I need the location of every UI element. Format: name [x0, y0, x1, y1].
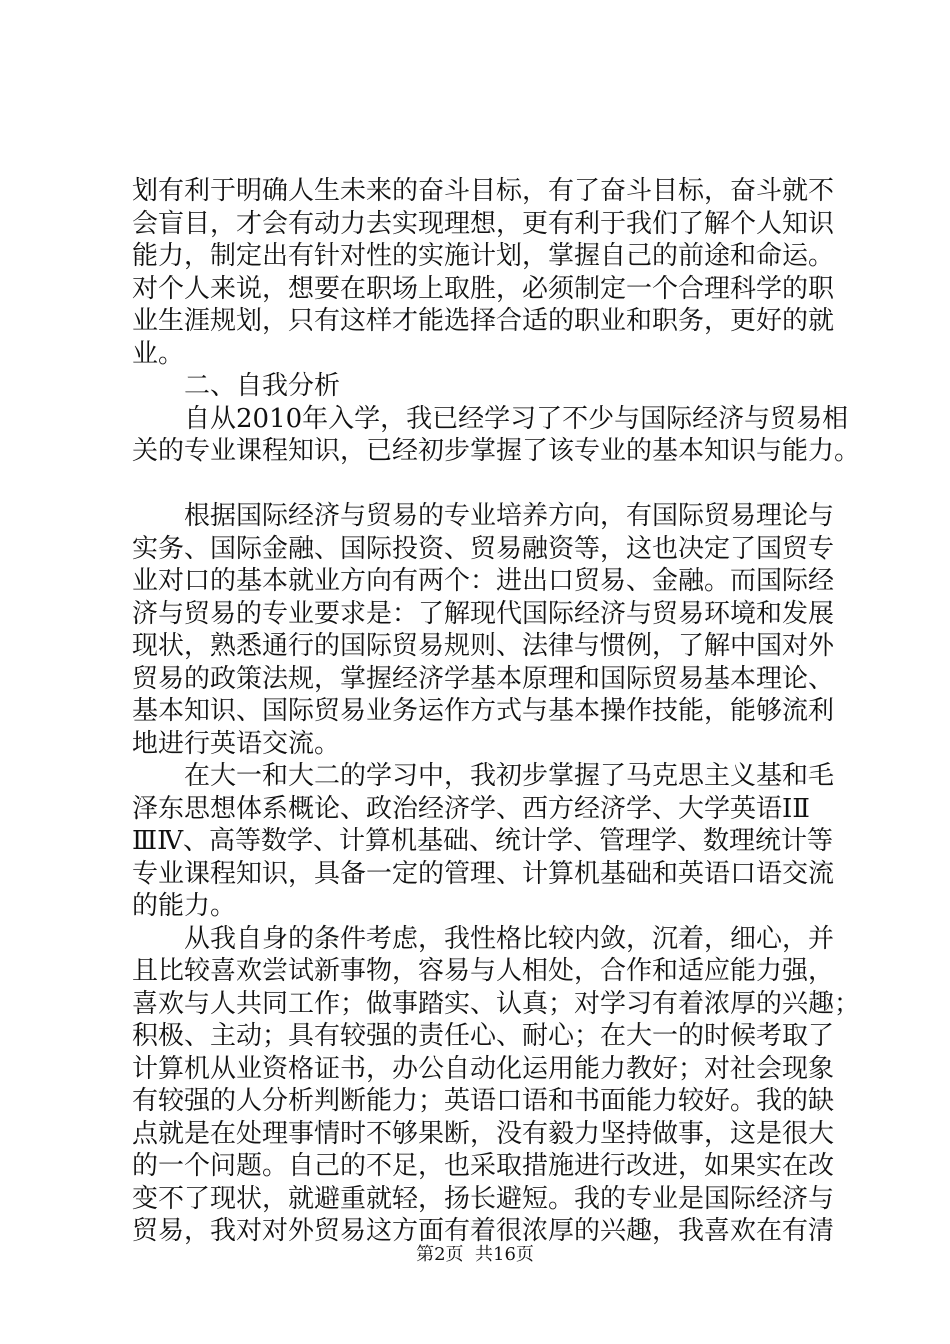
- text-line: 且比较喜欢尝试新事物，容易与人相处，合作和适应能力强，: [132, 956, 835, 986]
- page-number-footer: 第2页 共16页: [416, 1244, 534, 1265]
- text-line: 计算机从业资格证书，办公自动化运用能力教好；对社会现象: [132, 1053, 835, 1084]
- text-line: 基本知识、国际贸易业务运作方式与基本操作技能，能够流利: [132, 696, 835, 726]
- text-line: 地进行英语交流。: [132, 728, 341, 759]
- paragraph-gap: [132, 468, 852, 501]
- text-line: 能力，制定出有针对性的实施计划，掌握自己的前途和命运。: [132, 241, 835, 271]
- text-line: 会盲目，才会有动力去实现理想，更有利于我们了解个人知识: [132, 208, 835, 239]
- text-line: 在大一和大二的学习中，我初步掌握了马克思主义基和毛: [132, 761, 835, 791]
- text-line: 喜欢与人共同工作；做事踏实、认真；对学习有着浓厚的兴趣；: [132, 988, 861, 1019]
- text-line: ⅢⅣ、高等数学、计算机基础、统计学、管理学、数理统计等: [132, 826, 834, 856]
- text-line: 业。: [132, 338, 185, 369]
- text-line: 关的专业课程知识，已经初步掌握了该专业的基本知识与能力。: [132, 436, 861, 466]
- text-line: 积极、主动；具有较强的责任心、耐心；在大一的时候考取了: [132, 1021, 835, 1051]
- text-line: 现状，熟悉通行的国际贸易规则、法律与惯例，了解中国对外: [132, 631, 835, 661]
- text-line: 贸易，我对对外贸易这方面有着很浓厚的兴趣，我喜欢在有清: [132, 1216, 835, 1246]
- text-line: 实务、国际金融、国际投资、贸易融资等，这也决定了国贸专: [132, 533, 835, 564]
- text-line: 业生涯规划，只有这样才能选择合适的职业和职务，更好的就: [132, 306, 835, 336]
- text-line: 变不了现状，就避重就轻，扬长避短。我的专业是国际经济与: [132, 1183, 835, 1214]
- text-line: 济与贸易的专业要求是：了解现代国际经济与贸易环境和发展: [132, 598, 835, 629]
- text-line: 划有利于明确人生未来的奋斗目标，有了奋斗目标，奋斗就不: [132, 176, 835, 206]
- section-heading: 二、自我分析: [132, 371, 341, 401]
- text-line: 专业课程知识，具备一定的管理、计算机基础和英语口语交流: [132, 858, 835, 889]
- text-line: 泽东思想体系概论、政治经济学、西方经济学、大学英语ⅠⅡ: [132, 793, 810, 824]
- text-line: 有较强的人分析判断能力；英语口语和书面能力较好。我的缺: [132, 1086, 835, 1116]
- text-line: 业对口的基本就业方向有两个：进出口贸易、金融。而国际经: [132, 566, 835, 596]
- text-line: 根据国际经济与贸易的专业培养方向，有国际贸易理论与: [132, 501, 835, 531]
- text-line: 自从2010年入学，我已经学习了不少与国际经济与贸易相: [132, 403, 849, 434]
- text-line: 的能力。: [132, 891, 237, 921]
- body-text: [132, 175, 861, 1248]
- text-line: 从我自身的条件考虑，我性格比较内敛，沉着，细心，并: [132, 923, 835, 954]
- text-line: 的一个问题。自己的不足，也采取措施进行改进，如果实在改: [132, 1151, 835, 1181]
- text-line: 点就是在处理事情时不够果断，没有毅力坚持做事，这是很大: [132, 1118, 835, 1149]
- text-line: 贸易的政策法规，掌握经济学基本原理和国际贸易基本理论、: [132, 663, 835, 694]
- text-line: 对个人来说，想要在职场上取胜，必须制定一个合理科学的职: [132, 273, 835, 304]
